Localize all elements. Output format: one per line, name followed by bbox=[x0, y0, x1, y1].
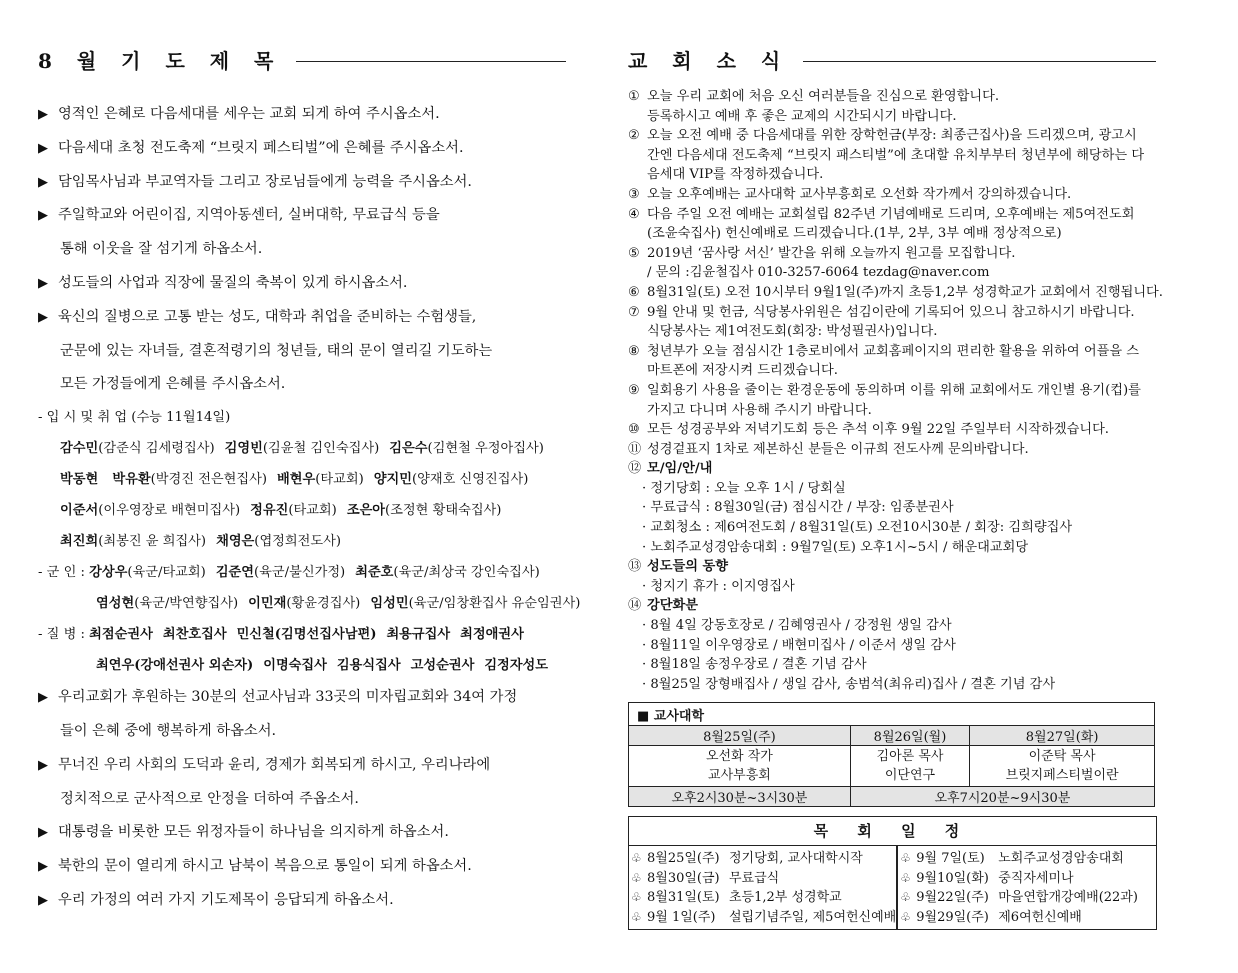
news-line bbox=[628, 107, 1168, 127]
person-name: 김은수 bbox=[389, 441, 428, 457]
thanks-item: · 8월11일 이우영장로 / 배현미집사 / 이준서 생일 감사 bbox=[642, 637, 956, 653]
prayer-text: 북한의 문이 열리게 하시고 남북이 복음으로 통일이 되게 하옵소서. bbox=[58, 858, 472, 875]
clover-icon: ♧ bbox=[900, 890, 911, 904]
prayer-text: 주일학교와 어린이집, 지역아동센터, 실버대학, 무료급식 등을 bbox=[58, 207, 440, 224]
circled-number: ⑫ bbox=[628, 461, 642, 477]
triangle-bullet-icon: ▶ bbox=[38, 140, 48, 156]
news-line bbox=[628, 146, 1168, 166]
schedule-date: 9월10일(화) bbox=[916, 870, 989, 886]
circled-number: ⑦ bbox=[628, 304, 640, 320]
news-line bbox=[628, 205, 1168, 225]
schedule-row bbox=[631, 908, 896, 928]
schedule-date: 9월 7일(토) bbox=[916, 851, 985, 866]
news-list bbox=[628, 87, 1168, 694]
schedule-event: 중직자세미나 bbox=[998, 870, 1074, 886]
sick-row bbox=[38, 652, 578, 683]
person-relation: (황윤경집사) bbox=[286, 596, 361, 612]
person-name: 강상우 bbox=[89, 565, 128, 581]
prayer-item bbox=[38, 886, 578, 920]
circled-number: ① bbox=[628, 89, 640, 104]
tc-session bbox=[970, 746, 1155, 787]
clover-icon: ♧ bbox=[631, 909, 642, 924]
exam-label: - 입 시 및 취 업 (수능 11월14일) bbox=[38, 410, 231, 426]
prayer-text: 육신의 질병으로 고통 받는 성도, 대학과 취업을 준비하는 수험생들, bbox=[58, 308, 477, 325]
schedule-date: 9월22일(주) bbox=[916, 890, 989, 905]
prayer-title: 8 월 기 도 제 목 bbox=[38, 46, 296, 76]
tc-speaker: 이준탁 목사 bbox=[1028, 749, 1096, 764]
person-name: 최찬호집사 bbox=[162, 627, 227, 643]
schedule-row bbox=[631, 849, 896, 869]
groups-title: 모/임/안/내 bbox=[647, 461, 713, 477]
exam-row bbox=[38, 435, 578, 466]
person-name: 최연우(강애선권사 외손자) bbox=[96, 658, 254, 674]
news-title: 교 회 소 식 bbox=[628, 46, 803, 76]
circled-number: ⑧ bbox=[628, 343, 640, 359]
teacher-college-header: ■ 교사대학 bbox=[629, 703, 1155, 726]
person-relation: (조정현 황태숙집사) bbox=[385, 503, 502, 519]
person-relation: (육군/임창환집사 유순임권사) bbox=[408, 596, 581, 612]
pastoral-schedule bbox=[628, 816, 1157, 930]
news-line bbox=[628, 87, 1168, 107]
circled-number: ⑩ bbox=[628, 422, 640, 438]
circled-number: ⑪ bbox=[628, 441, 642, 457]
military-row bbox=[38, 559, 578, 590]
person-name: 김준연 bbox=[215, 565, 255, 581]
triangle-bullet-icon: ▶ bbox=[38, 208, 48, 224]
groups-item: · 노회주교성경암송대회 : 9월7일(토) 오후1시~5시 / 해운대교회당 bbox=[642, 539, 1029, 555]
prayer-text: 들이 은혜 중에 행복하게 하옵소서. bbox=[60, 722, 277, 739]
tc-topic: 교사부흥회 bbox=[708, 768, 771, 783]
news-text: 간엔 다음세대 전도축제 “브릿지 패스티벌”에 초대할 유치부부터 청년부에 해당하는 다 bbox=[647, 147, 1145, 163]
prayer-continuation bbox=[38, 785, 578, 819]
tc-date: 8월27일(화) bbox=[970, 726, 1155, 746]
news-text: 9월 안내 및 헌금, 식당봉사위원은 섬김이란에 기록되어 있으니 참고하시기 바랍니다. bbox=[647, 304, 1135, 320]
news-line bbox=[628, 185, 1168, 205]
groups-item: · 교회청소 : 제6여전도회 / 8월31일(토) 오전10시30분 / 회장: 김희량집사 bbox=[642, 520, 1073, 536]
schedule-event: 제6여헌신예배 bbox=[998, 909, 1082, 925]
schedule-event: 무료급식 bbox=[729, 870, 780, 886]
news-line bbox=[628, 361, 1168, 381]
prayer-item bbox=[38, 683, 578, 717]
schedule-date: 8월25일(주) bbox=[647, 851, 720, 866]
person-name: 양지민 bbox=[373, 472, 412, 488]
news-text: 청년부가 오늘 점심시간 1층로비에서 교회홈페이지의 편리한 활용을 위하여 어플을 스 bbox=[647, 343, 1139, 359]
person-name: 최용규집사 bbox=[386, 627, 451, 643]
circled-number: ⑤ bbox=[628, 245, 640, 261]
person-relation: (이우영장로 배현미집사) bbox=[98, 503, 241, 519]
person-name: 채영은 bbox=[216, 534, 255, 550]
circled-number: ④ bbox=[628, 206, 640, 222]
person-name: 이준서 bbox=[60, 503, 99, 519]
tc-date: 8월25일(주) bbox=[629, 726, 851, 746]
person-relation: (육군/박연향집사) bbox=[134, 596, 239, 612]
schedule-row bbox=[900, 888, 1156, 908]
news-text: 마트폰에 저장시켜 드리겠습니다. bbox=[647, 363, 838, 379]
news-text: 모든 성경공부와 저녁기도회 등은 추석 이후 9월 22일 주일부터 시작하겠습니다. bbox=[647, 422, 1110, 438]
news-text: 일회용기 사용을 줄이는 환경운동에 동의하며 이를 위해 교회에서도 개인별 용기(컵)를 bbox=[647, 382, 1141, 398]
tc-session bbox=[629, 746, 851, 787]
person-relation: (최봉진 윤 희집사) bbox=[98, 534, 207, 550]
person-name: 임성민 bbox=[370, 596, 409, 612]
news-line bbox=[628, 440, 1168, 460]
thanks-title: 강단화분 bbox=[647, 598, 698, 614]
schedule-event: 초등1,2부 성경학교 bbox=[729, 890, 842, 905]
prayer-item bbox=[38, 751, 578, 785]
news-text: 성경겉표지 1차로 제본하신 분들은 이규희 전도사께 문의바랍니다. bbox=[647, 441, 1029, 457]
news-line bbox=[628, 420, 1168, 440]
prayer-text: 무너진 우리 사회의 도덕과 윤리, 경제가 회복되게 하시고, 우리나라에 bbox=[58, 756, 491, 773]
person-relation: (타교회) bbox=[315, 472, 364, 488]
triangle-bullet-icon: ▶ bbox=[38, 107, 48, 122]
sick-row bbox=[38, 621, 578, 652]
schedule-row bbox=[900, 869, 1156, 889]
news-text: 음세대 VIP를 작정하겠습니다. bbox=[647, 167, 824, 183]
person-name: 민신철(김명선집사남편) bbox=[236, 627, 377, 643]
schedule-event: 설립기념주일, 제5여헌신예배 bbox=[729, 909, 897, 925]
groups-item: · 정기당회 : 오늘 오후 1시 / 당회실 bbox=[642, 480, 846, 496]
news-text: 식당봉사는 제1여전도회(회장: 박성필권사)입니다. bbox=[647, 324, 938, 340]
exam-row bbox=[38, 497, 578, 528]
prayer-text: 담임목사님과 부교역자들 그리고 장로님들에게 능력을 주시옵소서. bbox=[58, 173, 472, 190]
prayer-text: 성도들의 사업과 직장에 물질의 축복이 있게 하시옵소서. bbox=[58, 274, 408, 291]
schedule-date: 9월 1일(주) bbox=[647, 909, 716, 925]
thanks-heading bbox=[628, 596, 1168, 616]
news-text: 2019년 ‘꿈사랑 서신’ 발간을 위해 오늘까지 원고를 모집합니다. bbox=[647, 245, 1016, 261]
circled-number: ② bbox=[628, 128, 640, 144]
person-name: 배현우 bbox=[277, 472, 316, 488]
header-rule bbox=[760, 61, 1156, 62]
news-header bbox=[628, 46, 1156, 76]
sick-label: - 질 병 : bbox=[38, 627, 90, 643]
clover-icon: ♧ bbox=[900, 870, 911, 885]
person-relation: (육군/불신가정) bbox=[254, 565, 346, 581]
thanks-item: · 8월 4일 강동호장로 / 김혜영권사 / 강정원 생일 감사 bbox=[642, 618, 952, 634]
person-relation: (박경진 전은현집사) bbox=[150, 472, 268, 488]
schedule-row bbox=[900, 908, 1156, 928]
teacher-college-table bbox=[628, 702, 1155, 807]
tc-date: 8월26일(월) bbox=[850, 726, 969, 746]
clover-icon: ♧ bbox=[631, 851, 642, 865]
schedule-event: 마을연합개강예배(22과) bbox=[998, 890, 1138, 905]
prayer-text: 우리 가정의 여러 가지 기도제목이 응답되게 하옵소서. bbox=[58, 891, 394, 908]
news-line bbox=[628, 342, 1168, 362]
person-name: 최정애권사 bbox=[460, 627, 524, 643]
circled-number: ⑥ bbox=[628, 284, 640, 300]
news-line bbox=[628, 165, 1168, 185]
schedule-date: 8월31일(토) bbox=[647, 890, 720, 905]
members-heading bbox=[628, 557, 1168, 577]
tc-time: 오후7시20분~9시30분 bbox=[850, 787, 1154, 807]
groups-item: · 무료급식 : 8월30일(금) 점심시간 / 부장: 임종분권사 bbox=[642, 500, 954, 516]
prayer-continuation bbox=[38, 370, 578, 404]
person-relation: (육군/최상국 강인숙집사) bbox=[393, 565, 540, 581]
news-line bbox=[628, 283, 1168, 303]
person-name: 이민재 bbox=[248, 596, 287, 612]
prayer-item bbox=[38, 201, 578, 235]
tc-time: 오후2시30분~3시30분 bbox=[629, 787, 851, 807]
schedule-left bbox=[629, 846, 898, 929]
person-relation: (양재호 신영진집사) bbox=[412, 472, 529, 488]
person-relation: (엽정희전도사) bbox=[254, 534, 342, 550]
prayer-text: 다음세대 초청 전도축제 “브릿지 페스티벌”에 은혜를 주시옵소서. bbox=[58, 139, 464, 156]
triangle-bullet-icon: ▶ bbox=[38, 859, 48, 875]
circled-number: ③ bbox=[628, 186, 640, 202]
tc-session bbox=[850, 746, 969, 787]
prayer-header bbox=[38, 46, 566, 76]
prayer-item bbox=[38, 100, 578, 134]
tc-speaker: 김아론 목사 bbox=[876, 749, 944, 764]
schedule-date: 8월30일(금) bbox=[647, 870, 720, 886]
news-text: / 문의 :김윤철집사 010-3257-6064 tezdag@naver.com bbox=[647, 265, 990, 281]
thanks-item: · 8월25일 장형배집사 / 생일 감사, 송범석(최유리)집사 / 결혼 기념 감사 bbox=[642, 676, 1056, 692]
schedule-event: 노회주교성경암송대회 bbox=[998, 851, 1124, 866]
person-name: 최준호 bbox=[355, 565, 394, 581]
clover-icon: ♧ bbox=[631, 870, 642, 885]
person-relation: (육군/타교회) bbox=[127, 565, 206, 581]
prayer-text: 모든 가정들에게 은혜를 주시옵소서. bbox=[60, 376, 286, 393]
person-name: 박동현 bbox=[60, 472, 99, 488]
prayer-text: 통해 이웃을 잘 섬기게 하옵소서. bbox=[60, 241, 263, 258]
prayer-list bbox=[38, 100, 581, 920]
groups-heading bbox=[628, 459, 1168, 479]
circled-number: ⑬ bbox=[628, 559, 642, 575]
clover-icon: ♧ bbox=[631, 890, 642, 904]
person-name: 김영빈 bbox=[224, 441, 263, 457]
news-text: (조윤숙집사) 헌신예배로 드리겠습니다.(1부, 2부, 3부 예배 정상적으로) bbox=[647, 226, 1062, 242]
person-relation: (감준식 김세령집사) bbox=[98, 441, 215, 457]
triangle-bullet-icon: ▶ bbox=[38, 309, 48, 325]
military-row bbox=[38, 590, 581, 621]
schedule-right bbox=[898, 846, 1156, 929]
prayer-continuation bbox=[38, 337, 578, 371]
person-relation: (김현철 우정아집사) bbox=[427, 441, 544, 457]
prayer-item bbox=[38, 168, 578, 202]
prayer-item bbox=[38, 269, 578, 303]
person-name: 정유진 bbox=[250, 503, 289, 519]
person-name: 최진희 bbox=[60, 534, 99, 550]
members-title: 성도들의 동향 bbox=[647, 559, 729, 575]
person-name: 이명숙집사 bbox=[263, 658, 327, 674]
clover-icon: ♧ bbox=[900, 851, 911, 865]
prayer-text: 정치적으로 군사적으로 안정을 더하여 주옵소서. bbox=[60, 790, 359, 807]
thanks-item: · 8월18일 송정우장로 / 결혼 기념 감사 bbox=[642, 657, 867, 673]
prayer-continuation bbox=[38, 235, 578, 269]
schedule-event: 정기당회, 교사대학시작 bbox=[729, 851, 863, 866]
news-line bbox=[628, 244, 1168, 264]
news-line bbox=[628, 263, 1168, 283]
prayer-text: 영적인 은혜로 다음세대를 세우는 교회 되게 하여 주시옵소서. bbox=[58, 106, 440, 122]
news-text: 오늘 오후예배는 교사대학 교사부흥회로 오선화 작가께서 강의하겠습니다. bbox=[647, 186, 1072, 202]
news-line bbox=[628, 126, 1168, 146]
news-line bbox=[628, 303, 1168, 323]
person-name: 염성현 bbox=[96, 596, 135, 612]
tc-speaker: 오선화 작가 bbox=[705, 749, 773, 764]
schedule-date: 9월29일(주) bbox=[916, 909, 989, 925]
news-text: 오늘 오전 예배 중 다음세대를 위한 장학헌금(부장: 최종근집사)을 드리겠으며, 광고시 bbox=[647, 128, 1137, 144]
exam-row bbox=[38, 528, 578, 559]
person-relation: (김윤철 김인숙집사) bbox=[262, 441, 380, 457]
military-label: - 군 인 : bbox=[38, 565, 90, 581]
news-text: 가지고 다니며 사용해 주시기 바랍니다. bbox=[647, 402, 872, 418]
news-line bbox=[628, 401, 1168, 421]
clover-icon: ♧ bbox=[900, 909, 911, 924]
triangle-bullet-icon: ▶ bbox=[38, 275, 48, 291]
news-line bbox=[628, 224, 1168, 244]
prayer-text: 대통령을 비롯한 모든 위정자들이 하나님을 의지하게 하옵소서. bbox=[58, 824, 449, 841]
exam-row bbox=[38, 466, 578, 497]
person-name: 고성순권사 bbox=[410, 658, 475, 674]
circled-number: ⑭ bbox=[628, 598, 642, 614]
schedule-row bbox=[631, 869, 896, 889]
news-text: 오늘 우리 교회에 처음 오신 여러분들을 진심으로 환영합니다. bbox=[647, 89, 1000, 104]
news-line bbox=[628, 381, 1168, 401]
person-name: 박유환 bbox=[112, 472, 151, 488]
tc-topic: 이단연구 bbox=[884, 768, 936, 783]
triangle-bullet-icon: ▶ bbox=[38, 757, 48, 773]
prayer-item bbox=[38, 134, 578, 168]
news-text: 등록하시고 예배 후 좋은 교제의 시간되시기 바랍니다. bbox=[647, 108, 957, 124]
person-name: 조은아 bbox=[346, 503, 386, 519]
schedule-title: 목 회 일 정 bbox=[629, 817, 1156, 846]
prayer-text: 군문에 있는 자녀들, 결혼적령기의 청년들, 태의 문이 열리길 기도하는 bbox=[60, 342, 493, 359]
prayer-continuation bbox=[38, 717, 578, 751]
triangle-bullet-icon: ▶ bbox=[38, 174, 48, 190]
person-name: 김용식집사 bbox=[336, 658, 401, 674]
circled-number: ⑨ bbox=[628, 382, 640, 398]
triangle-bullet-icon: ▶ bbox=[38, 892, 48, 908]
prayer-item bbox=[38, 818, 578, 852]
prayer-text: 우리교회가 후원하는 30분의 선교사님과 33곳의 미자립교회와 34여 가정 bbox=[58, 689, 518, 706]
person-name: 최점순권사 bbox=[89, 627, 153, 643]
members-item: · 청지기 휴가 : 이지영집사 bbox=[642, 578, 795, 594]
news-line bbox=[628, 322, 1168, 342]
prayer-item bbox=[38, 303, 578, 337]
triangle-bullet-icon: ▶ bbox=[38, 690, 48, 706]
person-name: 김정자성도 bbox=[484, 658, 549, 674]
news-text: 다음 주일 오전 예배는 교회설립 82주년 기념예배로 드리며, 오후예배는 제5여전도회 bbox=[647, 206, 1135, 222]
news-text: 8월31일(토) 오전 10시부터 9월1일(주)까지 초등1,2부 성경학교가 교회에서 진행됩니다. bbox=[647, 284, 1163, 300]
triangle-bullet-icon: ▶ bbox=[38, 825, 48, 841]
tc-topic: 브릿지페스티벌이란 bbox=[1005, 768, 1119, 783]
person-name: 감수민 bbox=[60, 441, 99, 457]
prayer-item bbox=[38, 852, 578, 886]
person-relation: (타교회) bbox=[288, 503, 337, 519]
schedule-row bbox=[900, 849, 1156, 869]
schedule-row bbox=[631, 888, 896, 908]
person-relation bbox=[98, 472, 102, 487]
